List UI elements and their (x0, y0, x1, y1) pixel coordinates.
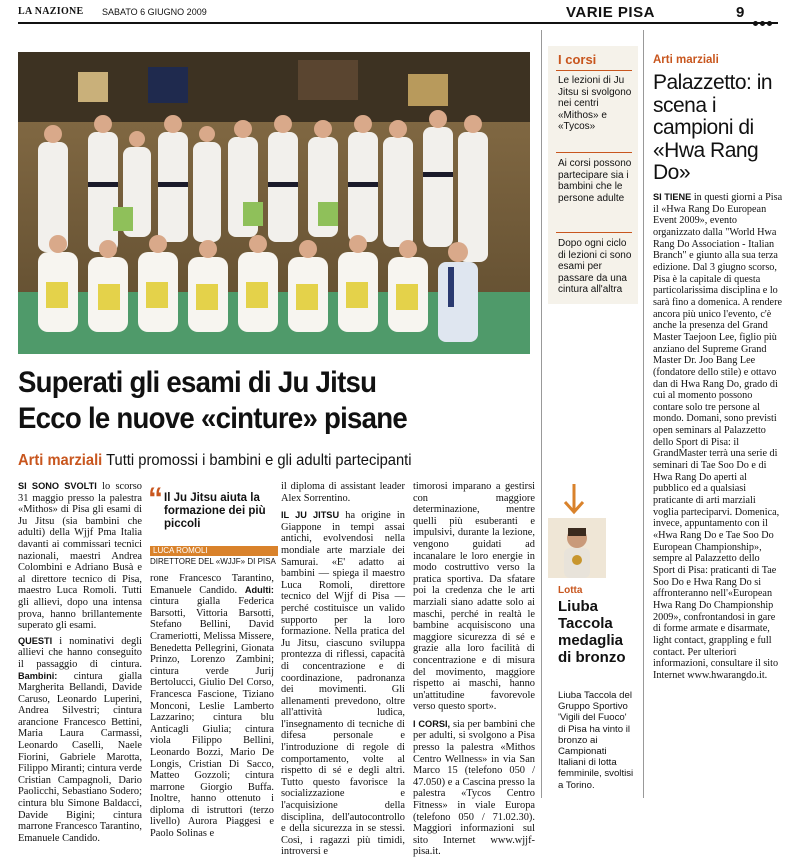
section-title: VARIE PISA (566, 4, 655, 21)
lotta-kicker: Lotta (558, 585, 583, 596)
paragraph: timorosi imparano a gestirsi con maggiore determinazione, mentre quelli più esuberanti e impulsivi, durante la lezione, vengono guidati ad incanalare le loro energie in modo costruttivo verso la pratica sportiva. Da sfatare poi la credenza che le arti marziali siano adatte solo ai maschi, perché in realtà le bambine acquisiscono una maggiore sicurezza di sé e grazie alla loro facilità di concentrazione e di misura del movimento, maggiore rispetto ai maschi, hanno un'attitudine favorevole verso questo sport». (413, 481, 535, 713)
athlete-photo (548, 518, 606, 578)
lead-in: Bambini: (18, 670, 58, 681)
lead-in: Adulti: (244, 584, 274, 595)
masthead (18, 4, 778, 22)
header-rule (18, 22, 778, 24)
paragraph: il diploma di assistant leader Alex Sorrentino. (281, 481, 405, 504)
headline-line-2: Ecco le nuove «cinture» pisane (18, 402, 408, 435)
paragraph: in questi giorni a Pisa il «Hwa Rang Do European Event 2009», evento organizzato dalla "World Hwa Rang Do Association - Italian Branch" e giunto alla sua terza edizione. Dal 3 giugno scorso, Pisa è la capitale di questa particolarissima disciplina e lo sarà fino a domenica. A rendere ancora più unico l'evento, c'è anche la presenza del Grand Master Taejoon Lee, figlio più anziano del Supreme Grand Master Dr. Joo Bang Lee (fondatore dello stile) e ottavo dan di Hwa Rang Do, grado di cui al momento possono contare solo tre persone al mondo. Domani, sono previsti open seminars al Palazzetto dello Sport di Pisa: il GrandMaster terrà una serie di seminari di Tae Soo Do e di Hwa Rang Do aperti al pubblico ed a qualsiasi praticante di arti marziali voglia parteciparvi. Domenica, invece, appuntamento con il «Hwa Rang Do e Tae Soo Do European Championship», sempre al Palazzetto dello Sport di Pisa: praticanti di Tae Soo Do e Hwa Rang Do si affronteranno nell'«European Hwa Rang Do Championship 2009», confrontandosi in gare di forme armate e disarmate, light contact, grappling e full contact. Per ulteriori informazioni, consultare il sito Internet www.hwarangdo.it. (653, 192, 783, 681)
column-divider (541, 30, 542, 798)
sidebar-item: Le lezioni di Ju Jitsu si svolgono nei centri «Mithos» e «Tycos» (558, 75, 632, 132)
paragraph: i nominativi degli allievi che hanno conseguito il passaggio di cintura. (18, 635, 142, 670)
quote-mark-icon: “ (148, 482, 163, 515)
arrow-down-icon (562, 482, 586, 516)
divider (556, 152, 632, 153)
issue-date: SABATO 6 GIUGNO 2009 (102, 7, 207, 17)
newspaper-name: LA NAZIONE (18, 6, 84, 17)
divider (556, 232, 632, 233)
headline-line-1: Superati gli esami di Ju Jitsu (18, 366, 377, 399)
lead-in: I CORSI, (413, 718, 451, 729)
lead-in: IL JU JITSU (281, 510, 340, 521)
divider (556, 70, 632, 71)
sidebar-item: Dopo ogni ciclo di lezioni ci sono esami per passare da una cintura all'altra (558, 238, 632, 295)
right-article-kicker: Arti marziali (653, 54, 719, 66)
lead-in: SI TIENE (653, 192, 692, 202)
paragraph: cintura gialla Margherita Bellandi, Davide Caruso, Leonardo Luperini, Andrea Silvestri; cintura arancione Francesco Bettini, Maria Laura Carmassi, Leonardo Caselli, Naele Fiorini, Gabriele Marotta, Filippo Miranti; cintura verde Cristian Campagnoli, Dario Paolicchi, Sebastiano Sodero; cintura blu Simone Baldacci, Davide Bigini; cintura marrone Francesco Tarantino, Emanuele Candido. (18, 670, 143, 844)
kicker: Arti marziali (18, 452, 103, 469)
paragraph: lo scorso 31 maggio presso la palestra «Mithos» di Pisa gli esami di Ju Jitsu (sia bambini che adulti) della Wjjf Pma Italia davanti ai commissari tecnici nazionali, maestri Andrea Colombini e Adriano Busà e al direttore tecnico di Pisa, maestro Luca Romoli. Tutti gli allievi, dopo una intensa prova, hanno brillantemente superato gli esami. (18, 481, 142, 632)
quote-author: LUCA ROMOLI (150, 546, 278, 556)
article-column-1 (18, 481, 142, 844)
lotta-text: Liuba Taccola del Gruppo Sportivo 'Vigili del Fuoco' di Pisa ha vinto il bronzo ai Campionati Italiani di lotta femminile, svoltisi a Torino. (558, 690, 634, 791)
right-article-body (653, 192, 783, 682)
pull-quote: Il Ju Jitsu aiuta la formazione dei più piccoli (164, 492, 266, 530)
lead-in: SI SONO SVOLTI (18, 481, 97, 491)
group-photo (18, 52, 530, 354)
lotta-title: Liuba Taccola medaglia di bronzo (558, 598, 626, 666)
paragraph: rone Francesco Tarantino, Emanuele Candido. (150, 573, 274, 596)
paragraph: cintura gialla Federica Barsotti, Vittoria Barsotti, Stefano Bellini, David Crameriotti, Melissa Missere, Benedetta Pellegrini, Gionata Prinzo, Lorenzo Zambini; cintura verde Jurij Bertolucci, Giulio Del Corso, Francesca Fascione, Tiziano Monconi, Leslie Lamberto Lazzarino; cintura blu Anticagli Giulia; cintura viola Filippo Bellini, Leonardo Bozzi, Mario De Longis, Cristian Di Sacco, Matteo Gozzoli; cintura marrone Giorgio Buffa. Inoltre, hanno ottenuto i diploma di istruttori (terzo livello) Aurora Piaggesi e Paolo Solinas e (150, 596, 274, 840)
main-headline (18, 365, 496, 437)
sidebar-title: I corsi (558, 52, 597, 67)
subheadline (18, 452, 496, 470)
lead-in: QUESTI (18, 635, 53, 646)
paragraph: sia per bambini che per adulti, si svolgono a Pisa presso la palestra «Mithos Centro Wellness» in via San Marco 15 (telefono 050 / 47.050) e a Cascina presso la palestra «Tycos Centro Fitness» in viale Europa (telefono 050 / 71.02.30). Maggiori informazioni sul sito Internet www.wjjf-pisa.it. (413, 718, 536, 858)
paragraph: ha origine in Giappone in tempi assai antichi, evolvendosi nella mondiale arte marziale dei Samurai. «E' adatto ai bambini — spiega il maestro Luca Romoli, direttore tecnico del Wjjf di Pisa — perché costituisce un valido supporto per la loro formazione. Nella pratica del Ju Jitsu, ciascuno sviluppa prontezza di riflessi, capacità di concentrazione e di coordinazione, padronanza dei movimenti. Gli allenamenti prevedono, oltre all'attività ludica, l'insegnamento di tecniche di difesa personale e l'introduzione di regole di comportamento, volte al rispetto di sé e degli altri. Tutto questo favorisce la socializzazione e l'acquisizione della disciplina, dell'autocontrollo e della sicurezza in se stessi. Così, i ragazzi più timidi, introversi e (281, 510, 405, 858)
article-column-4 (413, 481, 535, 858)
column-divider (643, 30, 644, 798)
subtitle: Tutti promossi i bambini e gli adulti partecipanti (106, 452, 412, 469)
page-number: 9 (736, 4, 745, 21)
dots-icon (753, 13, 775, 19)
sidebar-item: Ai corsi possono partecipare sia i bambini che le persone adulte (558, 158, 632, 204)
article-column-3 (281, 481, 405, 858)
article-column-2 (150, 573, 274, 840)
right-article-title: Palazzetto: in scena i campioni di «Hwa Rang Do» (653, 71, 773, 184)
quote-role: DIRETTORE DEL «WJJF» DI PISA (150, 557, 276, 566)
